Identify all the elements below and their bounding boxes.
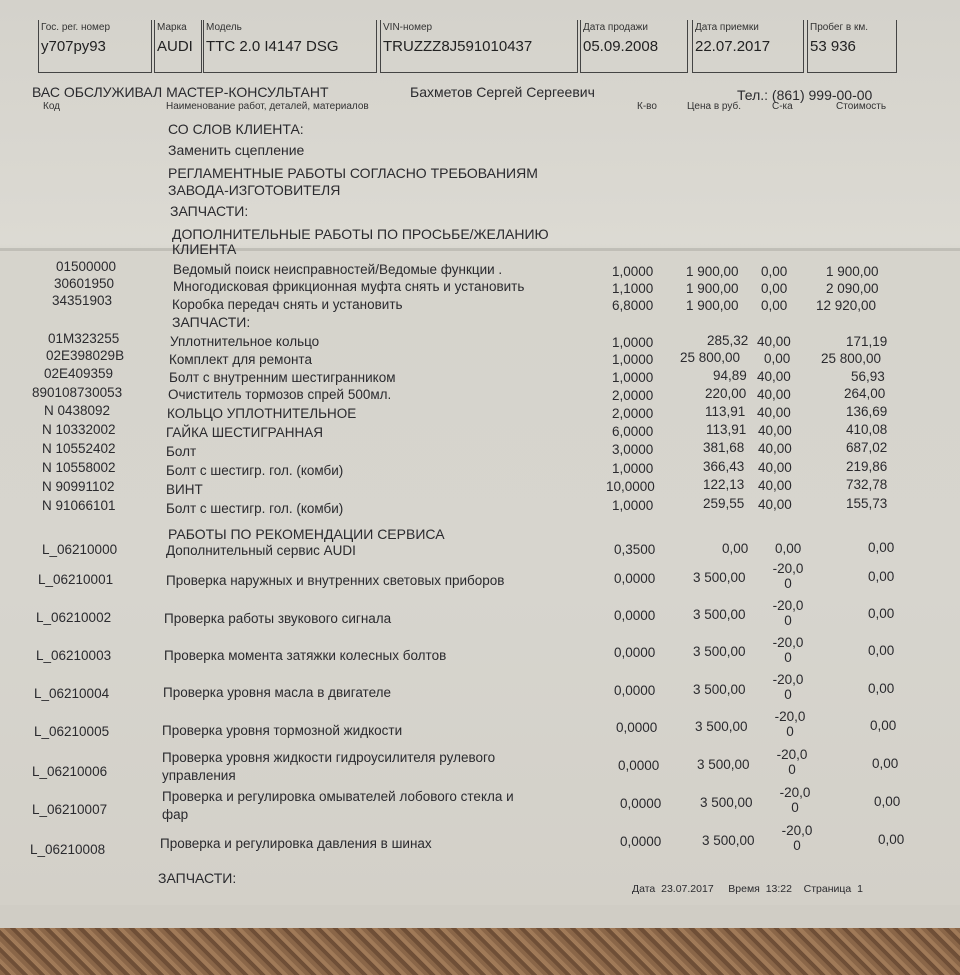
row-qty: 3,0000 [612, 442, 654, 457]
client-request: Заменить сцепление [168, 142, 305, 158]
row-discount-line1: -20,0 [772, 672, 804, 687]
reg-number-label: Гос. рег. номер [41, 22, 111, 33]
row-code: L_06210007 [32, 802, 108, 817]
paper-fold [0, 248, 960, 251]
sale-date-value: 05.09.2008 [583, 38, 659, 55]
row-name: Дополнительный сервис AUDI [166, 543, 356, 558]
footer-date-value: 23.07.2017 [661, 883, 714, 895]
row-discount: 0,00 [761, 264, 788, 279]
row-name: ВИНТ [166, 482, 203, 497]
accept-date-cell [692, 20, 804, 73]
row-qty: 1,0000 [612, 461, 654, 476]
accept-date-value: 22.07.2017 [695, 38, 771, 55]
row-discount [777, 823, 817, 853]
row-code: N 10558002 [42, 460, 116, 475]
row-discount: 40,00 [758, 478, 792, 493]
col-qty-header: К-во [637, 101, 657, 112]
make-label: Марка [157, 22, 187, 33]
row-discount: 40,00 [757, 405, 791, 420]
row-name-continued: управления [162, 768, 236, 783]
row-name: Болт с шестигр. гол. (комби) [166, 501, 344, 516]
row-qty: 0,0000 [620, 834, 662, 849]
row-discount: 0,00 [775, 541, 802, 556]
row-name: Коробка передач снять и установить [172, 297, 403, 312]
row-discount [772, 747, 812, 777]
col-name-header: Наименование работ, деталей, материалов [166, 101, 369, 112]
row-name: КОЛЬЦО УПЛОТНИТЕЛЬНОЕ [167, 406, 357, 421]
row-discount-line2: 0 [784, 687, 792, 702]
row-cost: 1 900,00 [826, 264, 879, 279]
row-qty: 0,0000 [614, 645, 656, 660]
row-code: N 10552402 [42, 441, 116, 456]
row-name: Болт с внутренним шестигранником [169, 370, 396, 385]
model-value: TTC 2.0 I4147 DSG [206, 38, 339, 55]
mileage-cell [807, 20, 897, 73]
row-code: L_06210008 [30, 842, 106, 857]
service-consultant-label: ВАС ОБСЛУЖИВАЛ МАСТЕР-КОНСУЛЬТАНТ [32, 84, 329, 100]
row-name: Проверка и регулировка омывателей лобового стекла и [162, 789, 514, 804]
footer-page-label: Страница [803, 883, 852, 895]
row-price: 0,00 [722, 541, 749, 556]
row-name: Комплект для ремонта [169, 352, 312, 367]
row-discount [775, 785, 815, 815]
row-discount-line2: 0 [793, 838, 801, 853]
row-name: Проверка момента затяжки колесных болтов [164, 648, 447, 663]
row-discount: 40,00 [757, 387, 791, 402]
row-discount: 40,00 [758, 460, 792, 475]
row-qty: 0,3500 [614, 542, 656, 557]
row-price: 366,43 [703, 459, 745, 474]
row-name: Проверка работы звукового сигнала [164, 611, 392, 626]
row-code: L_06210000 [42, 542, 118, 557]
row-discount: 0,00 [761, 298, 788, 313]
row-price: 381,68 [703, 440, 745, 455]
row-cost: 0,00 [868, 606, 895, 621]
mileage-value: 53 936 [810, 38, 856, 55]
row-cost: 0,00 [872, 756, 899, 771]
row-cost: 25 800,00 [821, 351, 882, 366]
row-qty: 10,0000 [606, 479, 655, 494]
row-qty: 1,0000 [612, 498, 654, 513]
row-cost: 155,73 [846, 496, 888, 511]
row-code: 890108730053 [32, 385, 123, 400]
row-qty: 0,0000 [614, 571, 656, 586]
section-extra-2: КЛИЕНТА [172, 241, 237, 257]
row-code: N 91066101 [42, 498, 116, 513]
row-code: L_06210003 [36, 648, 112, 663]
row-discount-line1: -20,0 [772, 561, 804, 576]
row-name: ГАЙКА ШЕСТИГРАННАЯ [166, 425, 324, 440]
row-qty: 1,0000 [612, 335, 654, 350]
row-name: Болт [166, 444, 197, 459]
row-cost: 410,08 [846, 422, 888, 437]
row-discount-line2: 0 [788, 762, 796, 777]
row-code: N 90991102 [42, 479, 115, 494]
row-discount-line2: 0 [791, 800, 799, 815]
row-qty: 0,0000 [618, 758, 660, 773]
row-code: 01M323255 [48, 331, 120, 346]
footer-time-label: Время [728, 883, 760, 895]
row-price: 94,89 [713, 368, 747, 383]
row-cost: 219,86 [846, 459, 888, 474]
mileage-label: Пробег в км. [810, 22, 869, 33]
row-cost: 0,00 [874, 794, 901, 809]
row-price: 3 500,00 [693, 570, 746, 585]
accept-date-label: Дата приемки [695, 22, 759, 33]
row-name-continued: фар [162, 807, 189, 822]
section-parts-2: ЗАПЧАСТИ: [172, 314, 251, 330]
row-qty: 6,0000 [612, 424, 654, 439]
row-cost: 0,00 [868, 643, 895, 658]
row-name: Проверка наружных и внутренних световых приборов [166, 573, 505, 588]
row-price: 285,32 [707, 333, 749, 348]
reg-number-value: у707ру93 [41, 38, 106, 55]
sale-date-label: Дата продажи [583, 22, 648, 33]
row-discount [768, 561, 808, 591]
row-name: Многодисковая фрикционная муфта снять и установить [173, 279, 525, 294]
row-name: Ведомый поиск неисправностей/Ведомые функции . [173, 262, 503, 277]
col-cost-header: Стоимость [836, 101, 887, 112]
row-discount [768, 672, 808, 702]
row-discount-line1: -20,0 [776, 747, 808, 762]
row-cost: 0,00 [878, 832, 905, 847]
row-qty: 0,0000 [614, 683, 656, 698]
row-qty: 0,0000 [616, 720, 658, 735]
row-code: L_06210002 [36, 610, 112, 625]
row-code: 30601950 [54, 276, 115, 291]
row-price: 122,13 [703, 477, 745, 492]
section-recommended: РАБОТЫ ПО РЕКОМЕНДАЦИИ СЕРВИСА [168, 526, 445, 542]
row-discount-line2: 0 [786, 724, 794, 739]
row-code: 01500000 [56, 259, 117, 274]
row-price: 1 900,00 [686, 281, 739, 296]
row-code: N 10332002 [42, 422, 116, 437]
row-cost: 0,00 [868, 540, 895, 555]
row-price: 3 500,00 [697, 757, 750, 772]
row-qty: 2,0000 [612, 406, 654, 421]
row-cost: 264,00 [844, 386, 886, 401]
row-qty: 0,0000 [614, 608, 656, 623]
row-discount-line2: 0 [784, 613, 792, 628]
row-discount: 40,00 [757, 334, 791, 349]
make-value: AUDI [157, 38, 193, 55]
section-client-words: СО СЛОВ КЛИЕНТА: [168, 121, 304, 137]
row-qty: 1,1000 [612, 281, 654, 296]
row-code: L_06210001 [38, 572, 114, 587]
row-cost: 12 920,00 [816, 298, 877, 313]
row-price: 259,55 [703, 496, 745, 511]
row-cost: 171,19 [846, 334, 888, 349]
row-qty: 2,0000 [612, 388, 654, 403]
row-discount: 40,00 [758, 441, 792, 456]
row-code: N 0438092 [44, 403, 111, 418]
vin-label: VIN-номер [383, 22, 433, 33]
col-price-header: Цена в руб. [687, 101, 741, 112]
row-qty: 6,8000 [612, 298, 654, 313]
row-cost: 687,02 [846, 440, 888, 455]
reg-number-cell [38, 20, 152, 73]
row-discount: 0,00 [764, 351, 791, 366]
vin-cell [380, 20, 578, 73]
row-code: L_06210006 [32, 764, 108, 779]
row-discount [768, 598, 808, 628]
row-code: 02E409359 [44, 366, 114, 381]
row-discount: 40,00 [757, 369, 791, 384]
row-code: L_06210004 [34, 686, 110, 701]
row-name: Проверка уровня тормозной жидкости [162, 723, 403, 738]
row-code: 34351903 [52, 293, 113, 308]
carpet-background [0, 928, 960, 975]
footer-time-value: 13:22 [765, 883, 792, 895]
row-discount-line2: 0 [784, 650, 792, 665]
row-cost: 0,00 [868, 569, 895, 584]
row-discount-line1: -20,0 [772, 635, 804, 650]
service-phone: Тел.: (861) 999-00-00 [737, 87, 873, 103]
row-discount: 40,00 [758, 497, 792, 512]
sale-date-cell [580, 20, 688, 73]
row-name: Болт с шестигр. гол. (комби) [166, 463, 344, 478]
row-discount [770, 709, 810, 739]
col-discount-header: С-ка [772, 101, 793, 112]
row-price: 3 500,00 [693, 682, 746, 697]
row-discount [768, 635, 808, 665]
row-cost: 2 090,00 [826, 281, 879, 296]
row-price: 3 500,00 [693, 607, 746, 622]
row-cost: 56,93 [851, 369, 885, 384]
model-label: Модель [206, 22, 242, 33]
row-discount: 0,00 [761, 281, 788, 296]
row-cost: 136,69 [846, 404, 888, 419]
section-extra-1: ДОПОЛНИТЕЛЬНЫЕ РАБОТЫ ПО ПРОСЬБЕ/ЖЕЛАНИЮ [172, 226, 549, 242]
section-parts-3: ЗАПЧАСТИ: [158, 870, 237, 886]
vin-value: TRUZZZ8J591010437 [383, 38, 533, 55]
footer-page-value: 1 [857, 883, 863, 895]
row-price: 1 900,00 [686, 298, 739, 313]
row-price: 3 500,00 [702, 833, 755, 848]
row-price: 1 900,00 [686, 264, 739, 279]
row-name: Проверка уровня масла в двигателе [163, 685, 392, 700]
row-price: 3 500,00 [695, 719, 748, 734]
row-discount-line1: -20,0 [774, 709, 806, 724]
service-consultant-name: Бахметов Сергей Сергеевич [410, 84, 595, 100]
row-discount: 40,00 [758, 423, 792, 438]
row-qty: 1,0000 [612, 370, 654, 385]
row-price: 3 500,00 [693, 644, 746, 659]
row-cost: 0,00 [870, 718, 897, 733]
row-name: Уплотнительное кольцо [170, 334, 320, 349]
row-code: 02E398029B [46, 348, 125, 363]
row-discount-line1: -20,0 [781, 823, 813, 838]
footer-date-label: Дата [632, 883, 656, 895]
row-name: Проверка уровня жидкости гидроусилителя рулевого [162, 750, 496, 765]
model-cell [203, 20, 377, 73]
print-footer [632, 883, 863, 895]
row-discount-line1: -20,0 [779, 785, 811, 800]
row-name: Очиститель тормозов спрей 500мл. [168, 387, 392, 402]
row-cost: 0,00 [868, 681, 895, 696]
row-cost: 732,78 [846, 477, 888, 492]
row-price: 220,00 [705, 386, 747, 401]
row-price: 25 800,00 [680, 350, 741, 365]
section-parts-1: ЗАПЧАСТИ: [170, 203, 249, 219]
section-regulated-1: РЕГЛАМЕНТНЫЕ РАБОТЫ СОГЛАСНО ТРЕБОВАНИЯМ [168, 165, 538, 181]
row-qty: 1,0000 [612, 352, 654, 367]
row-price: 3 500,00 [700, 795, 753, 810]
row-discount-line1: -20,0 [772, 598, 804, 613]
col-code-header: Код [43, 101, 61, 112]
section-regulated-2: ЗАВОДА-ИЗГОТОВИТЕЛЯ [168, 182, 341, 198]
row-name: Проверка и регулировка давления в шинах [160, 836, 432, 851]
row-qty: 1,0000 [612, 264, 654, 279]
row-code: L_06210005 [34, 724, 110, 739]
make-cell [154, 20, 202, 73]
row-price: 113,91 [706, 422, 747, 437]
row-discount-line2: 0 [784, 576, 792, 591]
row-price: 113,91 [705, 404, 746, 419]
row-qty: 0,0000 [620, 796, 662, 811]
